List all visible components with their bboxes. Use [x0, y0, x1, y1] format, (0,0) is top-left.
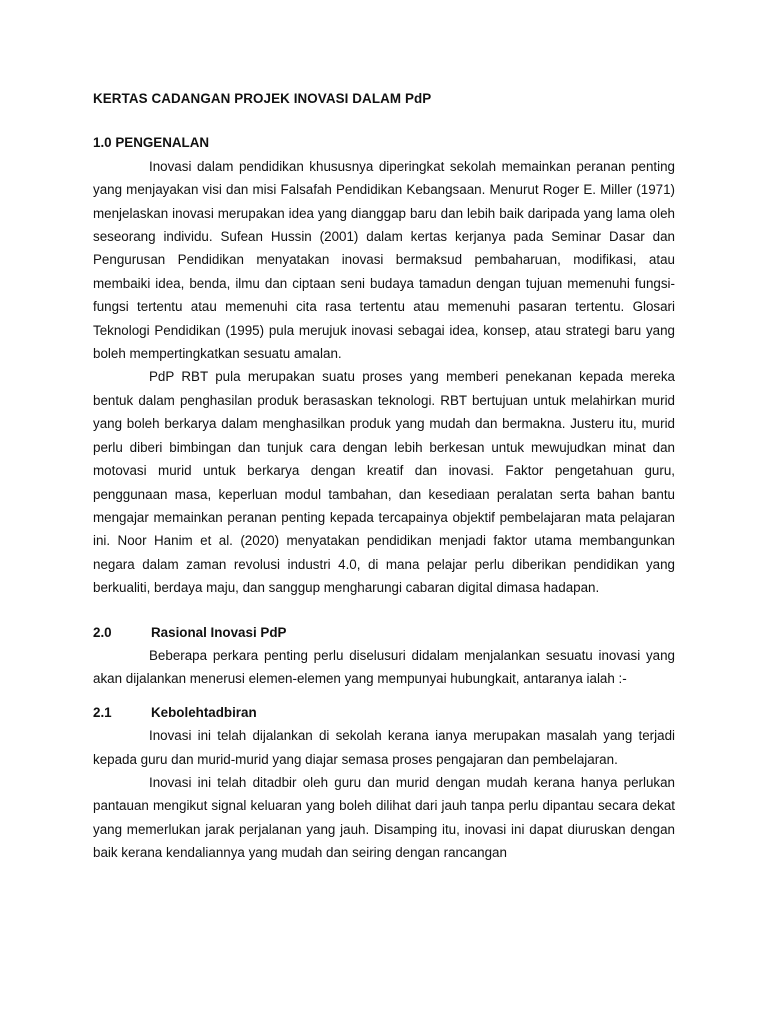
document-body	[93, 87, 675, 865]
subsection-number: 2.1	[93, 704, 112, 720]
paragraph-pengenalan-1: Inovasi dalam pendidikan khususnya diperingkat sekolah memainkan peranan penting yang menjayakan visi dan misi Falsafah Pendidikan Kebangsaan. Menurut Roger E. Miller (1971) menjelaskan inovasi merupakan idea yang dianggap baru dan lebih baik daripada yang lama oleh seseorang individu. Sufean Hussin (2001) dalam kertas kerjanya pada Seminar Dasar dan Pengurusan Pendidikan menyatakan inovasi bermaksud pembaharuan, modifikasi, atau membaiki idea, benda, ilmu dan ciptaan seni budaya tamadun dengan tujuan memenuhi fungsi-fungsi tertentu atau memenuhi cita rasa tertentu atau memenuhi pasaran tertentu. Glosari Teknologi Pendidikan (1995) pula merujuk inovasi sebagai idea, konsep, atau strategi baru yang boleh mempertingkatkan sesuatu amalan.	[93, 158, 675, 362]
subsection-heading-kebolehtadbiran	[93, 701, 675, 724]
paragraph-pengenalan-2: PdP RBT pula merupakan suatu proses yang memberi penekanan kepada mereka bentuk dalam penghasilan produk berasaskan teknologi. RBT bertujuan untuk melahirkan murid yang boleh berkarya dalam menghasilkan produk yang mudah dan bermakna. Justeru itu, murid perlu diberi bimbingan dan tunjuk cara dengan lebih berkesan untuk mewujudkan minat dan motovasi murid untuk berkarya dengan kreatif dan inovasi. Faktor pengetahuan guru, penggunaan masa, keperluan modul tambahan, dan kesediaan peralatan serta bahan bantu mengajar memainkan peranan penting kepada tercapainya objektif pembelajaran mata pelajaran ini. Noor Hanim et al. (2020) menyatakan pendidikan menjadi faktor utama membangunkan negara dalam zaman revolusi industri 4.0, di mana pelajar perlu diberikan pendidikan yang berkualiti, berdaya maju, dan sanggup mengharungi cabaran digital dimasa hadapan.	[93, 369, 675, 596]
section-heading-rasional	[93, 621, 675, 644]
document-title: KERTAS CADANGAN PROJEK INOVASI DALAM PdP	[93, 91, 432, 106]
section-heading-pengenalan: 1.0 PENGENALAN	[93, 135, 210, 151]
paragraph-kebolehtadbiran-1: Inovasi ini telah dijalankan di sekolah kerana ianya merupakan masalah yang terjadi kepada guru dan murid-murid yang diajar semasa proses pengajaran dan pembelajaran.	[93, 728, 675, 767]
section-title: Rasional Inovasi PdP	[151, 624, 287, 640]
section-number: 2.0	[93, 624, 112, 640]
paragraph-kebolehtadbiran-2: Inovasi ini telah ditadbir oleh guru dan murid dengan mudah kerana hanya perlukan pantauan mengikut signal keluaran yang boleh dilihat dari jauh tanpa perlu dipantau secara dekat yang memerlukan jarak perjalanan yang jauh. Disamping itu, inovasi ini dapat diuruskan dengan baik kerana kendaliannya yang mudah dan seiring dengan rancangan	[93, 774, 675, 861]
subsection-title: Kebolehtadbiran	[151, 704, 257, 720]
paragraph-rasional: Beberapa perkara penting perlu diselusuri didalam menjalankan sesuatu inovasi yang akan dijalankan menerusi elemen-elemen yang mempunyai hubungkait, antaranya ialah :-	[93, 647, 675, 687]
